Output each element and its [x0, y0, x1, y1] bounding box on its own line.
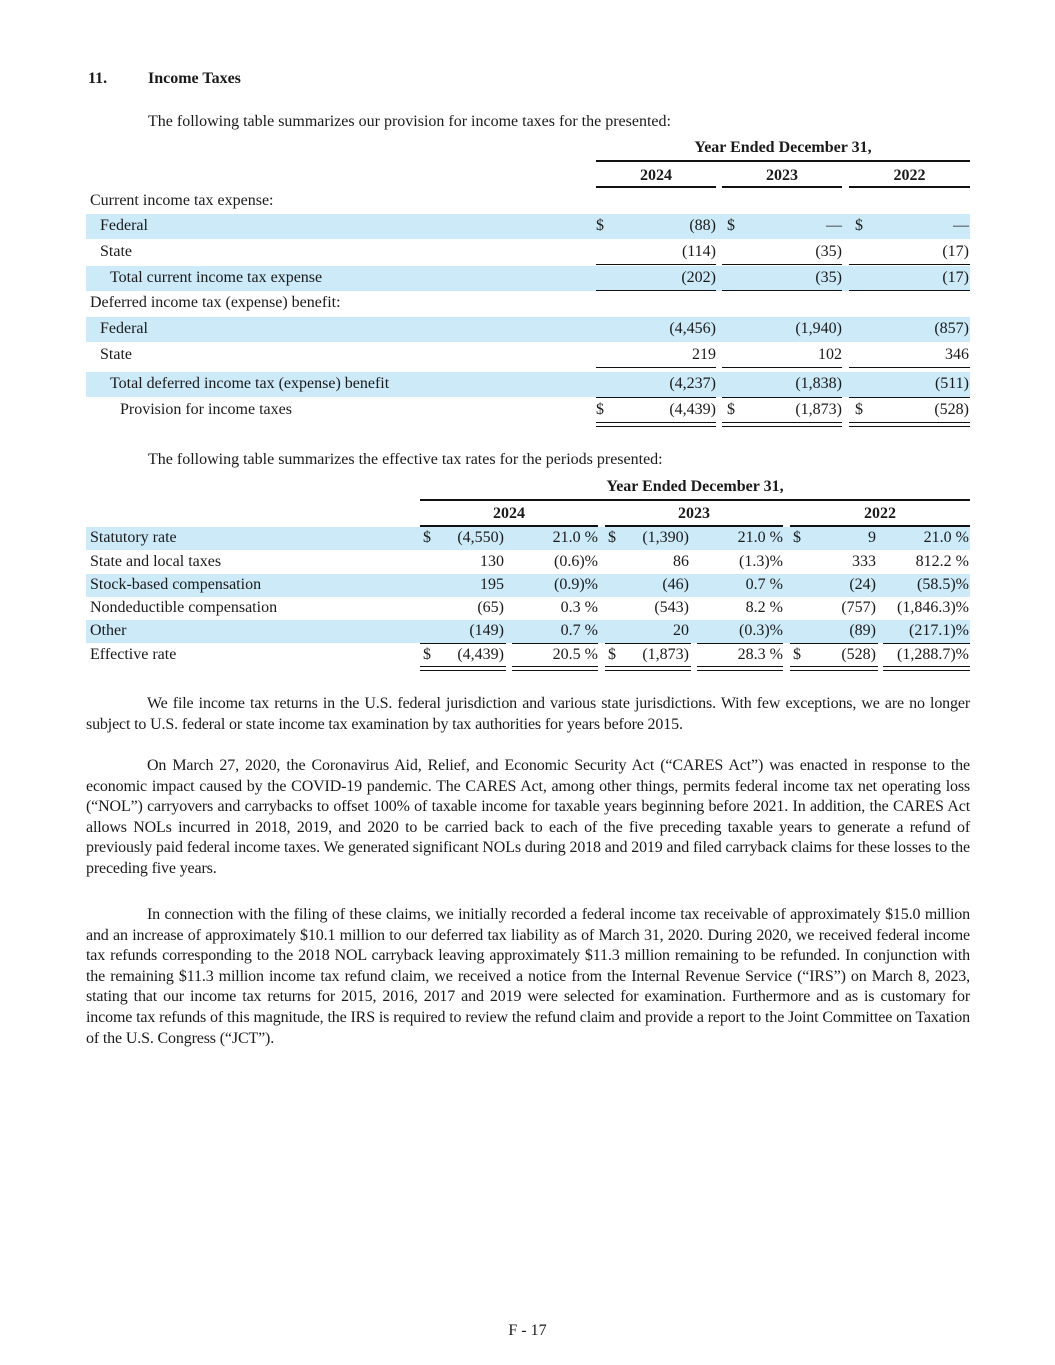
currency-symbol: $ [423, 529, 431, 546]
grand-total-double-rule [790, 666, 878, 671]
row-label: Other [90, 622, 127, 639]
amount-value: (65) [477, 599, 504, 616]
section-title: Income Taxes [148, 70, 241, 87]
rate-year-2022: 2022 [864, 505, 896, 522]
rate-value: (1,846.3)% [897, 599, 969, 616]
amount-value: (149) [469, 622, 504, 639]
currency-symbol: $ [727, 217, 735, 234]
page-number: F - 17 [508, 1322, 547, 1339]
grand-total-double-rule [605, 666, 691, 671]
row-label: Nondeductible compensation [90, 599, 278, 616]
amount-value: 195 [480, 576, 504, 593]
currency-symbol: $ [596, 401, 604, 418]
amount-value: (89) [849, 622, 876, 639]
rate-year-2024: 2024 [493, 505, 525, 522]
subtotal-rule [722, 264, 842, 265]
header-rule [596, 160, 970, 162]
grand-total-double-rule [849, 422, 970, 427]
cell-value: (17) [942, 269, 969, 286]
paragraph-jurisdiction [86, 694, 970, 735]
row-label: Federal [100, 320, 148, 337]
rate-value: 28.3 % [737, 646, 783, 663]
currency-symbol: $ [727, 401, 735, 418]
cell-value: 346 [945, 346, 969, 363]
row-label: Total current income tax expense [110, 269, 323, 286]
amount-value: (4,439) [457, 646, 504, 663]
row-label: State [100, 346, 132, 363]
paragraph-text: We file income tax returns in the U.S. federal jurisdiction and various state jurisdictions. With few exceptions, we are no longer subject to U.S. federal or state income tax examination by tax authorities for years before 2015. [86, 695, 970, 733]
row-label: Federal [100, 217, 148, 234]
rate-value: (0.6)% [554, 553, 598, 570]
provision-year-2023: 2023 [766, 167, 798, 184]
row-label: Effective rate [90, 646, 177, 663]
cell-value: (1,873) [795, 401, 842, 418]
cell-value: (114) [681, 243, 716, 260]
subtotal-rule [849, 367, 970, 368]
subtotal-rule [722, 367, 842, 368]
rate-year-2023: 2023 [678, 505, 710, 522]
amount-value: (543) [654, 599, 689, 616]
amount-value: (757) [841, 599, 876, 616]
currency-symbol: $ [855, 401, 863, 418]
rate-value: 21.0 % [552, 529, 598, 546]
subtotal-rule [596, 367, 716, 368]
section-heading [88, 70, 241, 88]
cell-value: (17) [942, 243, 969, 260]
rate-value: (0.9)% [554, 576, 598, 593]
rate-value: (217.1)% [909, 622, 969, 639]
grand-total-double-rule [512, 666, 598, 671]
provision-year-2022: 2022 [893, 167, 926, 184]
amount-value: 86 [673, 553, 689, 570]
year-rule [849, 186, 970, 188]
provision-row [86, 189, 970, 214]
rate-value: 8.2 % [745, 599, 783, 616]
cell-value: (857) [934, 320, 969, 337]
subtotal-rule [849, 264, 970, 265]
cell-value: (88) [689, 217, 716, 234]
paragraph-text: In connection with the filing of these claims, we initially recorded a federal income tax receivable of approximately $15.0 million and an increase of approximately $10.1 million to our deferred tax liability as of March 31, 2020. During 2020, we received federal income tax refunds corresponding to the 2018 NOL carryback leaving approximately $11.3 million remaining to be refunded. In conjunction with the remaining $11.3 million income tax refund claim, we received a notice from the Internal Revenue Service (“IRS”) on March 8, 2023, stating that our income tax returns for 2015, 2016, 2017 and 2019 were selected for examination. Furthermore and as is customary for income tax refunds of this magnitude, the IRS is required to review the refund claim and provide a report to the Joint Committee on Taxation of the U.S. Congress (“JCT”). [86, 906, 970, 1047]
currency-symbol: $ [793, 646, 801, 663]
year-rule [596, 186, 716, 188]
row-label: Provision for income taxes [120, 401, 292, 418]
cell-value: — [953, 217, 969, 234]
rate-value: 21.0 % [737, 529, 783, 546]
row-label: Deferred income tax (expense) benefit: [90, 294, 341, 311]
rate-value: 0.7 % [745, 576, 783, 593]
rate-value: 0.3 % [560, 599, 598, 616]
rate-value: (1,288.7)% [897, 646, 969, 663]
grand-total-double-rule [883, 666, 970, 671]
rate-table-intro: The following table summarizes the effective tax rates for the periods presented: [148, 451, 663, 468]
cell-value: (511) [934, 375, 969, 392]
amount-value: (4,550) [457, 529, 504, 546]
provision-row [86, 291, 970, 316]
currency-symbol: $ [596, 217, 604, 234]
rate-value: 20.5 % [552, 646, 598, 663]
grand-total-double-rule [420, 666, 506, 671]
currency-symbol: $ [608, 646, 616, 663]
currency-symbol: $ [608, 529, 616, 546]
rate-value: 812.2 % [915, 553, 969, 570]
amount-value: (528) [841, 646, 876, 663]
amount-value: 9 [868, 529, 876, 546]
row-label: Total deferred income tax (expense) benefit [110, 375, 390, 392]
subtotal-rule [596, 264, 716, 265]
cell-value: (202) [681, 269, 716, 286]
year-rule [722, 186, 842, 188]
cell-value: 102 [818, 346, 842, 363]
row-label: State [100, 243, 132, 260]
cell-value: (35) [815, 243, 842, 260]
grand-total-double-rule [722, 422, 842, 427]
currency-symbol: $ [855, 217, 863, 234]
cell-value: (4,456) [669, 320, 716, 337]
row-label: Stock-based compensation [90, 576, 262, 593]
rate-value: (58.5)% [917, 576, 969, 593]
row-label: Statutory rate [90, 529, 177, 546]
provision-table-header: Year Ended December 31, [694, 139, 872, 156]
provision-year-2024: 2024 [640, 167, 672, 184]
amount-value: 130 [480, 553, 504, 570]
cell-value: 219 [692, 346, 716, 363]
amount-value: 20 [673, 622, 689, 639]
rate-value: (0.3)% [739, 622, 783, 639]
currency-symbol: $ [793, 529, 801, 546]
cell-value: (4,237) [669, 375, 716, 392]
rate-value: (1.3)% [739, 553, 783, 570]
cell-value: (4,439) [669, 401, 716, 418]
paragraph-text: On March 27, 2020, the Coronavirus Aid, Relief, and Economic Security Act (“CARES Act”) was enacted in response to the economic impact caused by the COVID-19 pandemic. The CARES Act, among other things, permits federal income tax net operating loss (“NOL”) carryovers and carrybacks to offset 100% of taxable income for taxable years beginning before 2021. In addition, the CARES Act allows NOLs incurred in 2018, 2019, and 2020 to be carried back to each of the five preceding taxable years to generate a refund of previously paid federal income taxes. We generated significant NOLs during 2018 and 2019 and filed carryback claims for these losses to the preceding five years. [86, 757, 970, 877]
amount-value: 333 [852, 553, 876, 570]
cell-value: (1,838) [795, 375, 842, 392]
paragraph-cares-act [86, 756, 970, 880]
cell-value: — [826, 217, 842, 234]
section-number: 11. [88, 70, 108, 87]
row-label: Current income tax expense: [90, 192, 274, 209]
grand-total-double-rule [697, 666, 783, 671]
amount-value: (24) [849, 576, 876, 593]
grand-total-double-rule [596, 422, 716, 427]
header-rule [420, 499, 970, 501]
currency-symbol: $ [423, 646, 431, 663]
cell-value: (1,940) [795, 320, 842, 337]
cell-value: (528) [934, 401, 969, 418]
provision-table-intro: The following table summarizes our provision for income taxes for the presented: [148, 113, 671, 130]
row-label: State and local taxes [90, 553, 222, 570]
paragraph-refund-claims [86, 905, 970, 1049]
amount-value: (46) [662, 576, 689, 593]
cell-value: (35) [815, 269, 842, 286]
rate-value: 0.7 % [560, 622, 598, 639]
rate-value: 21.0 % [923, 529, 969, 546]
amount-value: (1,873) [642, 646, 689, 663]
rate-table-header: Year Ended December 31, [606, 478, 784, 495]
amount-value: (1,390) [642, 529, 689, 546]
